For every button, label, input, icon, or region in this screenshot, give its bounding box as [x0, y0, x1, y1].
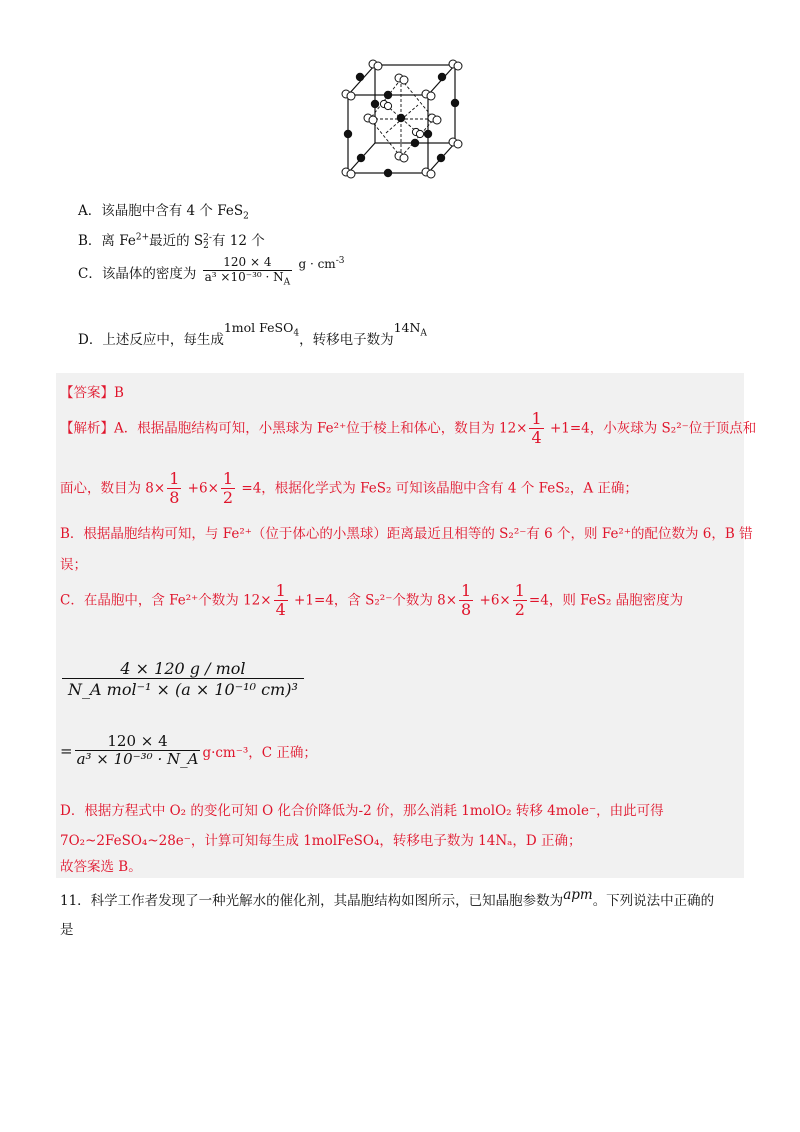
question-11-line-1 [60, 889, 714, 909]
option-d-expression-sub: 4 [293, 328, 300, 339]
fraction-denominator: 2 [514, 600, 525, 620]
analysis-line-7: 7O₂~2FeSO₄~28e⁻，计算可知每生成 1molFeSO₄，转移电子数为 14Nₐ，D 正确； [60, 833, 582, 849]
option-b-s-sub: 2 [203, 240, 209, 251]
crystal-structure-figure [340, 55, 470, 180]
option-c [78, 256, 344, 288]
option-c-denominator: a³ ×10⁻³⁰ · N [204, 269, 284, 284]
analysis-line-8: 故答案选 B。 [60, 859, 142, 875]
option-a-text: A．该晶胞中含有 4 个 FeS [78, 203, 244, 219]
formula-2-denominator: a³ × 10⁻³⁰ · N_A [76, 750, 199, 769]
option-b [78, 229, 265, 250]
analysis-line-5 [60, 582, 683, 620]
option-b-fe-charge: 2+ [135, 232, 150, 243]
formula-2-equals: = [60, 741, 73, 760]
fraction-numerator: 1 [461, 581, 472, 600]
option-b-suffix: 有 12 个 [211, 233, 265, 249]
analysis-line-1-suffix: +1=4，小灰球为 S₂²⁻位于顶点和 [545, 420, 757, 437]
option-c-prefix: C．该晶体的密度为 [78, 265, 197, 282]
density-formula-1-fraction [62, 660, 304, 700]
fraction-denominator: 8 [169, 488, 180, 508]
option-c-denominator-sub: A [283, 277, 291, 288]
analysis-line-2-suffix: =4，根据化学式为 FeS₂ 可知该晶胞中含有 4 个 FeS₂，A 正确； [237, 480, 638, 497]
formula-1-numerator: 4 × 120 g / mol [62, 660, 304, 679]
analysis-line-1-text: A．根据晶胞结构可知，小黑球为 Fe²⁺位于棱上和体心，数目为 12× [114, 420, 528, 437]
analysis-line-2-fraction-1 [167, 470, 181, 508]
fraction-numerator: 1 [169, 469, 180, 488]
fraction-denominator: 2 [222, 488, 234, 508]
analysis-line-5-suffix: =4，则 FeS₂ 晶胞密度为 [528, 592, 684, 609]
fraction-denominator: 8 [461, 600, 472, 620]
option-c-numerator: 120 × 4 [203, 256, 293, 271]
fraction-numerator: 1 [222, 469, 234, 488]
question-11-suffix: 。下列说法中正确的 [592, 893, 715, 909]
fraction-numerator: 1 [275, 581, 286, 600]
option-c-density-fraction [203, 256, 293, 288]
density-formula-2-fraction [75, 733, 201, 769]
formula-2-suffix: g·cm⁻³，C 正确； [202, 744, 317, 761]
option-a [78, 199, 249, 222]
analysis-line-5-fraction-3 [513, 582, 527, 620]
analysis-line-5-prefix: C．在晶胞中，含 Fe²⁺个数为 12× [60, 592, 272, 609]
option-d-value: 14N [393, 320, 421, 335]
formula-2-numerator: 120 × 4 [75, 733, 201, 751]
question-11-lattice-parameter: apm [563, 887, 593, 903]
option-d-value-sub: A [420, 328, 427, 339]
analysis-line-3: B．根据晶胞结构可知，与 Fe²⁺（位于体心的小黑球）距离最近且相等的 S₂²⁻有 6 个，则 Fe²⁺的配位数为 6，B 错 [60, 526, 753, 542]
analysis-line-6: D．根据方程式中 O₂ 的变化可知 O 化合价降低为-2 价，那么消耗 1molO₂ 转移 4mole⁻，由此可得 [60, 803, 664, 819]
option-d [78, 320, 427, 348]
analysis-line-1 [60, 410, 756, 448]
analysis-line-1-fraction [529, 410, 543, 448]
option-c-unit-exponent: -3 [335, 256, 345, 266]
analysis-line-2 [60, 470, 638, 508]
fraction-numerator: 1 [531, 409, 542, 428]
analysis-line-5-middle-1: +1=4，含 S₂²⁻个数为 8× [289, 592, 458, 609]
option-b-s-charge: 2- [203, 232, 212, 243]
question-11-prefix: 11．科学工作者发现了一种光解水的催化剂，其晶胞结构如图所示，已知晶胞参数为 [60, 893, 564, 909]
analysis-line-2-fraction-2 [221, 470, 235, 508]
density-formula-1 [60, 660, 306, 700]
option-d-middle: ，转移电子数为 [299, 332, 394, 348]
density-formula-2 [60, 733, 317, 769]
analysis-line-5-fraction-1 [274, 582, 288, 620]
analysis-label: 【解析】 [60, 420, 114, 437]
option-d-expression: 1mol FeSO [223, 320, 294, 335]
analysis-line-2-middle: +6× [183, 480, 219, 497]
option-c-unit: g · cm [298, 257, 336, 271]
fraction-numerator: 1 [514, 581, 525, 600]
option-b-prefix: B．离 Fe [78, 233, 136, 249]
fraction-denominator: 4 [531, 428, 542, 448]
analysis-line-5-fraction-2 [459, 582, 473, 620]
answer-label: 【答案】B [60, 385, 124, 401]
analysis-line-4: 误； [60, 557, 87, 573]
fraction-denominator: 4 [275, 600, 286, 620]
analysis-line-5-middle-2: +6× [475, 592, 511, 609]
analysis-line-2-prefix: 面心，数目为 8× [60, 480, 166, 497]
option-d-prefix: D．上述反应中，每生成 [78, 332, 224, 348]
question-11-line-2: 是 [60, 922, 74, 938]
formula-1-denominator: N_A mol⁻¹ × (a × 10⁻¹⁰ cm)³ [68, 680, 298, 700]
option-b-middle: 最近的 S [149, 233, 204, 249]
option-a-subscript: 2 [243, 211, 249, 222]
